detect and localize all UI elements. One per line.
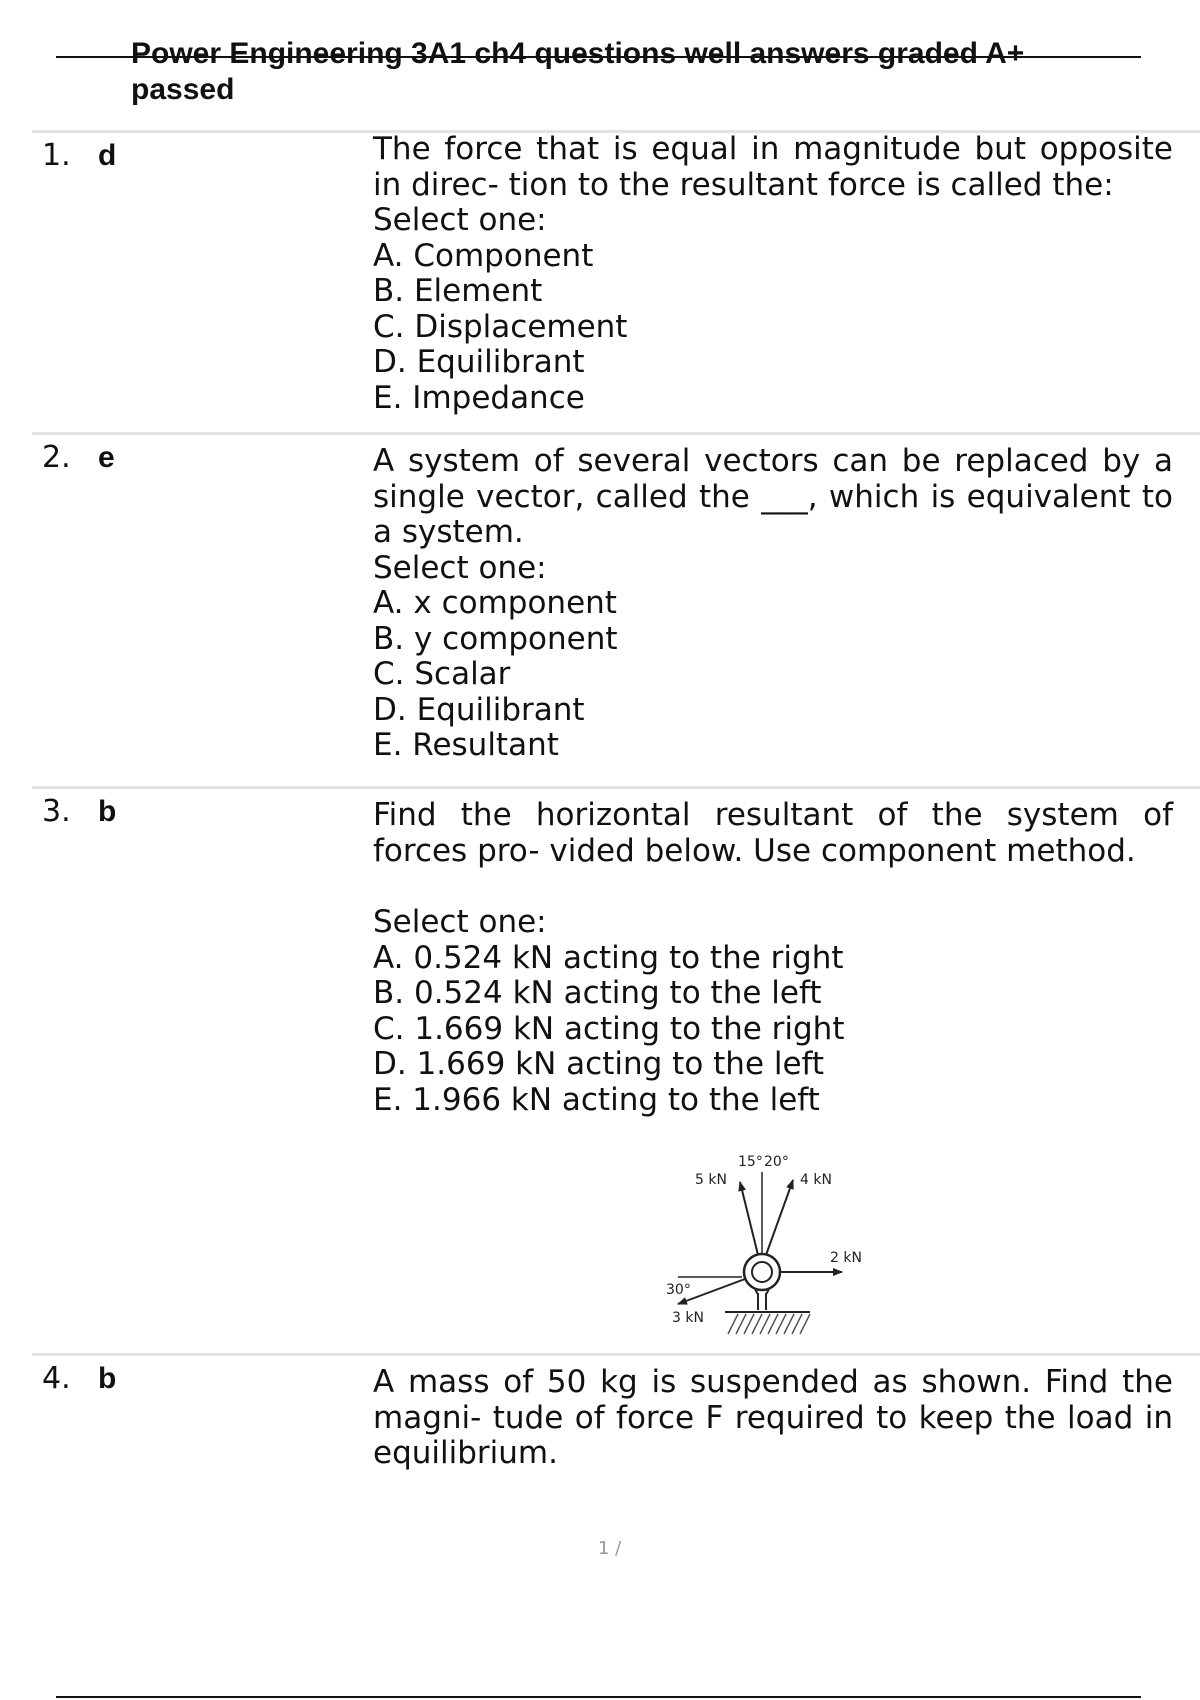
select-one-label: Select one: [373,904,547,940]
question-body [373,798,1173,1118]
spacer [373,869,1173,905]
label-5kn: 5 kN [695,1172,727,1188]
question-stem: The force that is equal in magnitude but opposite in direc- tion to the resultant force is called the: [373,131,1173,203]
document-header [56,36,1141,108]
force-diagram [630,1152,890,1342]
select-one-label: Select one: [373,202,547,238]
option-d: D. 1.669 kN acting to the left [373,1046,825,1082]
question-answer: d [98,139,117,172]
question-body [373,1365,1173,1472]
option-e: E. Impedance [373,379,585,416]
ring-inner [752,1262,772,1282]
option-a: A. Component [373,237,594,274]
label-15deg: 15° [738,1154,763,1170]
force-4kn-arrow [766,1180,793,1255]
question-stem: Find the horizontal resultant of the system of forces pro- vided below. Use component method. [373,797,1173,869]
document-title: Power Engineering 3A1 ch4 questions well answers graded A+ passed [131,37,1025,106]
option-d: D. Equilibrant [373,344,585,380]
question-stem: A mass of 50 kg is suspended as shown. Find the magni- tude of force F required to keep the load in equilibrium. [373,1364,1173,1471]
label-4kn: 4 kN [800,1172,832,1188]
label-2kn: 2 kN [830,1250,862,1266]
question-number: 4. [42,1361,71,1396]
footer-rule [56,1696,1141,1698]
select-one-label: Select one: [373,549,547,586]
question-answer: b [98,1362,117,1395]
question-answer: b [98,795,117,828]
question-number: 1. [42,138,71,173]
label-3kn: 3 kN [672,1310,704,1326]
option-a: A. x component [373,585,617,621]
question-stem: A system of several vectors can be replaced by a single vector, called the ___, which is equivalent to a system. [373,443,1173,550]
option-c: C. 1.669 kN acting to the right [373,1010,845,1047]
option-a: A. 0.524 kN acting to the right [373,939,844,976]
label-20deg: 20° [764,1154,789,1170]
page-number: 1 / [598,1538,622,1559]
force-5kn-arrow [740,1182,758,1255]
question-answer: e [98,441,115,474]
option-d: D. Equilibrant [373,691,585,728]
label-30deg: 30° [666,1282,691,1298]
option-b: B. 0.524 kN acting to the left [373,975,822,1011]
question-number: 3. [42,794,71,829]
option-b: B. Element [373,273,543,309]
option-e: E. Resultant [373,727,559,763]
ground-hatch [725,1312,810,1334]
question-separator [32,786,1200,789]
option-b: B. y component [373,620,618,657]
question-body [373,132,1173,416]
option-e: E. 1.966 kN acting to the left [373,1081,820,1118]
option-c: C. Displacement [373,308,628,345]
question-separator [32,1353,1200,1356]
option-c: C. Scalar [373,656,511,692]
question-body [373,444,1173,764]
question-number: 2. [42,440,71,475]
question-separator [32,432,1200,435]
